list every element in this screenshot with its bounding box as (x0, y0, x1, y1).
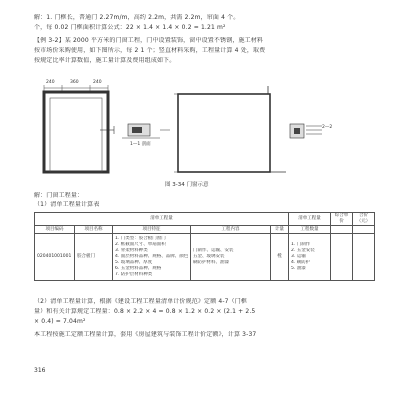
feature-line: 4. 面层材料品种、规格、品牌、颜色 (115, 254, 188, 259)
table-header-row-top (35, 213, 375, 226)
header-cell: 清单工程量 (35, 213, 289, 226)
page-number: 316 (34, 367, 46, 374)
bottom-line-2: 量）和有关计算规定工程量：0.8 × 2.2 × 4 = 0.8 × 1.2 × 0.2 × (2.1 + 2.5 (34, 308, 256, 315)
header-cell: 工程数量 (289, 226, 331, 234)
header-cell: 计量 (271, 226, 289, 234)
text-line-1: 解：1. 门框长，普通门 2.27m/m，高约 2.2m，共需 2.2m，帘面 4 个。 (34, 14, 240, 21)
item-work-content (191, 234, 271, 281)
header-cell: 项目名称 (75, 226, 113, 234)
solution-line-2: （1）清单工程量计算表 (34, 201, 100, 208)
quantity-line: 1. 门制作 (291, 242, 311, 247)
bottom-line-4: 本工程按施工定额工程量计算，套用《房屋建筑与装饰工程计价定额》，计算 3-37 (34, 331, 257, 338)
item-quantity (289, 234, 331, 281)
quota-table (34, 212, 375, 281)
text-line-2: 个，每 0.02 门框面积计算公式：22 × 1.4 × 1.4 × 0.2 = 1.21 m² (34, 24, 226, 31)
feature-line: 5. 玻璃品种、厚度 (115, 260, 153, 265)
feature-line: 7. 防护层材料种类 (115, 272, 153, 277)
header-cell: 项目编码 (35, 226, 75, 234)
quantity-line: 5. 油漆 (291, 266, 306, 271)
content-line: 门制作、运输、安装 (193, 248, 234, 253)
content-line: 五金、玻璃安装 (193, 254, 225, 259)
quantity-line: 2. 五金安装 (291, 248, 315, 253)
item-code: 020401001001 (35, 234, 75, 281)
quantity-line: 3. 运输 (291, 254, 306, 259)
header-cell: 项目特征 (113, 226, 191, 234)
figure-caption: 图 3-34 门窗示意 (165, 182, 209, 188)
feature-line: 6. 五金材料品种、规格 (115, 266, 162, 271)
feature-line: 1. 门类型：胶合板门窗门 (115, 236, 166, 241)
table-header-row-sub (35, 226, 375, 234)
dimension-label-1: 240 (46, 80, 55, 85)
content-line: 刷防护材料、油漆 (193, 260, 229, 265)
header-cell: 综合单价 (331, 213, 353, 226)
feature-line: 2. 框截面尺寸、单扇面积 (115, 242, 166, 247)
text-line-5: 按规定比率计算数值，施工量计算及费用组成如下。 (34, 57, 176, 64)
text-line-4: 按市场价采购使用，如下图所示，每 2 1 个；竖直材料采购，工程量计算 4 处，取费 (34, 47, 266, 54)
item-features (113, 234, 191, 281)
item-unit: 樘 (271, 234, 289, 281)
section-label-right: 2—2 (322, 125, 333, 130)
bottom-line-1: （2）清单工程量计算，根据《建设工程工程量清单计价规范》定额 4-7（门框 (34, 298, 248, 305)
item-name: 胶合板门 (75, 234, 113, 281)
dimension-label-3: 240 (93, 80, 102, 85)
header-cell: 合价（元） (353, 213, 375, 226)
bottom-line-3: × 0.4) = 7.04m² (34, 318, 86, 325)
section-label-left: 1—1 剖面 (130, 142, 151, 147)
table-row (35, 234, 375, 281)
quantity-line: 4. 刷防护 (291, 260, 311, 265)
feature-line: 3. 骨架材料种类 (115, 248, 148, 253)
header-cell (353, 226, 375, 234)
item-unit-price (331, 234, 353, 281)
header-cell: 清单工程量 (289, 213, 331, 226)
header-cell (331, 226, 353, 234)
solution-line-1: 解：门窗工程量： (34, 192, 84, 199)
item-total (353, 234, 375, 281)
dimension-label-2: 360 (70, 80, 79, 85)
door-window-figure (0, 72, 400, 182)
header-cell: 工程内容 (191, 226, 271, 234)
text-line-3: 【例 3-2】某 2000 平方米的门窗工程，门中设置装饰，窗中设置不锈钢，施工材料 (34, 37, 264, 44)
